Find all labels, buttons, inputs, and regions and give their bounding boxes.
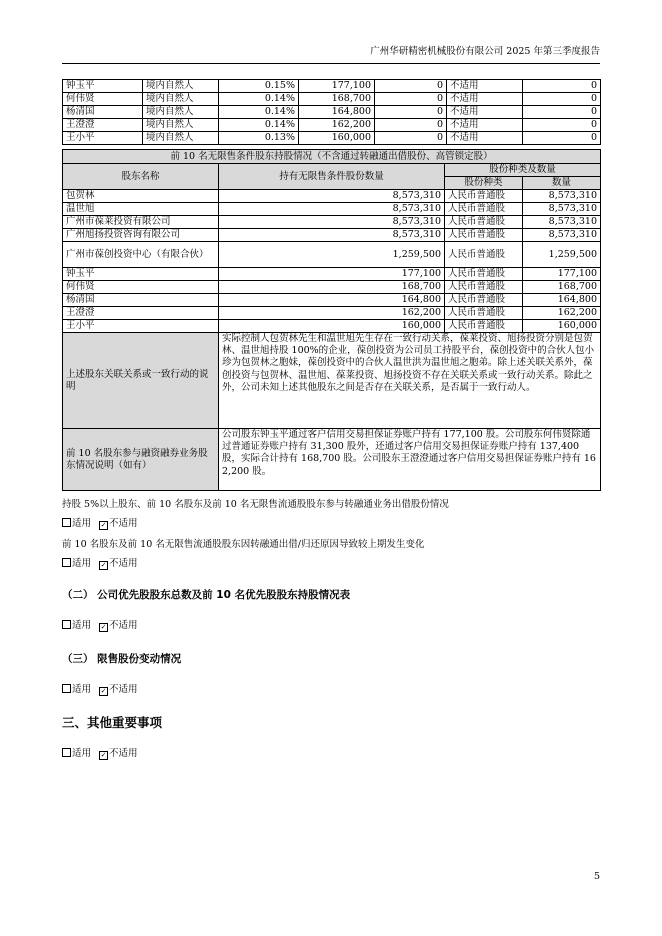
cell-count: 168,700 — [523, 281, 601, 294]
table-row — [63, 132, 601, 145]
cell-count: 8,573,310 — [523, 190, 601, 203]
table-row — [63, 216, 601, 229]
cell-shares: 177,100 — [299, 80, 375, 93]
table-row — [63, 242, 601, 268]
cell-qty: 8,573,310 — [219, 216, 445, 229]
checkbox-row-5: 适用 ✓ 不适用 — [62, 747, 138, 761]
unchecked-box-icon — [62, 620, 71, 629]
cell-qty: 8,573,310 — [219, 190, 445, 203]
cell-shares: 168,700 — [299, 93, 375, 106]
cell-nature: 境内自然人 — [143, 132, 219, 145]
cell-nature: 境内自然人 — [143, 106, 219, 119]
cell-pledge-qty: 0 — [523, 106, 601, 119]
table-row — [63, 307, 601, 320]
cell-name: 王小平 — [63, 320, 219, 333]
page-number: 5 — [593, 871, 600, 882]
col-header-count: 数量 — [523, 177, 601, 190]
unchecked-box-icon — [62, 748, 71, 757]
cell-pledge-status: 不适用 — [447, 119, 523, 132]
checkbox-row-4: 适用 ✓ 不适用 — [62, 683, 138, 697]
table-row — [63, 229, 601, 242]
unchecked-box-icon — [62, 684, 71, 693]
cell-name: 何伟贤 — [63, 281, 219, 294]
cell-qty: 168,700 — [219, 281, 445, 294]
table-row — [63, 190, 601, 203]
cell-name: 钟玉平 — [63, 80, 143, 93]
cell-restricted: 0 — [375, 80, 447, 93]
cell-pledge-qty: 0 — [523, 132, 601, 145]
table-row — [63, 320, 601, 333]
checked-box-icon: ✓ — [100, 623, 107, 631]
cell-restricted: 0 — [375, 132, 447, 145]
col-header-type-group: 股份种类及数量 — [445, 164, 601, 177]
cell-count: 8,573,310 — [523, 216, 601, 229]
cell-shares: 160,000 — [299, 132, 375, 145]
cell-type: 人民币普通股 — [445, 294, 523, 307]
cell-qty: 162,200 — [219, 307, 445, 320]
cell-pledge-status: 不适用 — [447, 106, 523, 119]
table-row — [63, 119, 601, 132]
cell-nature: 境内自然人 — [143, 93, 219, 106]
unchecked-box-icon — [62, 518, 71, 527]
cell-type: 人民币普通股 — [445, 203, 523, 216]
cell-pledge-qty: 0 — [523, 93, 601, 106]
cell-pct: 0.14% — [219, 93, 299, 106]
cell-type: 人民币普通股 — [445, 268, 523, 281]
cell-pct: 0.14% — [219, 119, 299, 132]
cell-name: 钟玉平 — [63, 268, 219, 281]
para-change: 前 10 名股东及前 10 名无限售流通股股东因转融通出借/归还原因导致较上期发生变化 — [62, 539, 425, 550]
margin-trading-text: 公司股东钟玉平通过客户信用交易担保证券账户持有 177,100 股。公司股东何伟贤除通过普通证券账户持有 31,300 股外，还通过客户信用交易担保证券账户持有 137,400 股，实际合计持有 168,700 股。公司股东王澄澄通过客户信用交易担保证券账户持有 162,200 股。 — [219, 429, 601, 491]
cell-type: 人民币普通股 — [445, 229, 523, 242]
table-row — [63, 281, 601, 294]
cell-type: 人民币普通股 — [445, 281, 523, 294]
cell-name: 包贺林 — [63, 190, 219, 203]
cell-name: 温世旭 — [63, 203, 219, 216]
cell-name: 何伟贤 — [63, 93, 143, 106]
table-row — [63, 268, 601, 281]
section-restricted-shares: （三） 限售股份变动情况 — [62, 653, 182, 665]
unrestricted-shareholders-table — [62, 149, 601, 491]
cell-restricted: 0 — [375, 119, 447, 132]
table-row — [63, 203, 601, 216]
checked-box-icon: ✓ — [100, 751, 107, 759]
cell-name: 杨清国 — [63, 294, 219, 307]
checked-box-icon: ✓ — [100, 687, 107, 695]
cell-name: 广州市葆莱投资有限公司 — [63, 216, 219, 229]
cell-count: 8,573,310 — [523, 229, 601, 242]
cell-pct: 0.13% — [219, 132, 299, 145]
cell-name: 王小平 — [63, 132, 143, 145]
cell-qty: 8,573,310 — [219, 203, 445, 216]
cell-nature: 境内自然人 — [143, 119, 219, 132]
cell-qty: 8,573,310 — [219, 229, 445, 242]
checked-box-icon: ✓ — [100, 561, 107, 569]
section-preferred-shares: （二） 公司优先股股东总数及前 10 名优先股股东持股情况表 — [62, 589, 351, 601]
cell-qty: 177,100 — [219, 268, 445, 281]
cell-restricted: 0 — [375, 93, 447, 106]
cell-qty: 1,259,500 — [219, 242, 445, 268]
cell-pledge-status: 不适用 — [447, 93, 523, 106]
cell-count: 164,800 — [523, 294, 601, 307]
cell-name: 王澄澄 — [63, 307, 219, 320]
cell-pledge-qty: 0 — [523, 80, 601, 93]
top10-shareholders-table-tail — [62, 79, 601, 145]
cell-type: 人民币普通股 — [445, 216, 523, 229]
cell-restricted: 0 — [375, 106, 447, 119]
checked-box-icon: ✓ — [100, 521, 107, 529]
col-header-type: 股份种类 — [445, 177, 523, 190]
cell-qty: 164,800 — [219, 294, 445, 307]
cell-pledge-qty: 0 — [523, 119, 601, 132]
cell-type: 人民币普通股 — [445, 190, 523, 203]
cell-pct: 0.15% — [219, 80, 299, 93]
cell-pledge-status: 不适用 — [447, 132, 523, 145]
col-header-name: 股东名称 — [63, 164, 219, 190]
checkbox-row-1: 适用 ✓ 不适用 — [62, 517, 138, 531]
table-row — [63, 106, 601, 119]
checkbox-row-2: 适用 ✓ 不适用 — [62, 557, 138, 571]
unrestricted-table-title: 前 10 名无限售条件股东持股情况（不含通过转融通出借股份、高管锁定股） — [63, 150, 601, 164]
cell-name: 广州旭扬投资咨询有限公司 — [63, 229, 219, 242]
cell-type: 人民币普通股 — [445, 320, 523, 333]
relation-label: 上述股东关联关系或一致行动的说明 — [63, 333, 219, 429]
margin-trading-label: 前 10 名股东参与融资融券业务股东情况说明（如有） — [63, 429, 219, 491]
cell-count: 8,573,310 — [523, 203, 601, 216]
cell-name: 杨清国 — [63, 106, 143, 119]
cell-name: 王澄澄 — [63, 119, 143, 132]
cell-qty: 160,000 — [219, 320, 445, 333]
checkbox-row-3: 适用 ✓ 不适用 — [62, 619, 138, 633]
cell-type: 人民币普通股 — [445, 242, 523, 268]
page-header: 广州华研精密机械股份有限公司 2025 年第三季度报告 — [62, 46, 600, 64]
section-other-matters: 三、其他重要事项 — [62, 715, 163, 730]
col-header-qty: 持有无限售条件股份数量 — [219, 164, 445, 190]
table-row — [63, 80, 601, 93]
cell-shares: 164,800 — [299, 106, 375, 119]
cell-shares: 162,200 — [299, 119, 375, 132]
cell-pledge-status: 不适用 — [447, 80, 523, 93]
cell-nature: 境内自然人 — [143, 80, 219, 93]
unchecked-box-icon — [62, 558, 71, 567]
cell-count: 177,100 — [523, 268, 601, 281]
cell-count: 162,200 — [523, 307, 601, 320]
cell-type: 人民币普通股 — [445, 307, 523, 320]
relation-text: 实际控制人包贺林先生和温世旭先生存在一致行动关系，葆莱投资、旭扬投资分别是包贺林、温世旭持股 100%的企业，葆创投资为公司员工持股平台，葆创投资中的合伙人包小珍为包贺林之胞妹，葆创投资中的合伙人温世洪为温世旭之胞弟。除上述关联关系外，葆创投资与包贺林、温世旭、葆莱投资、旭扬投资不存在关联关系或一致行动关系。除此之外，公司未知上述其他股东之间是否存在关联关系，是否属于一致行动人。 — [219, 333, 601, 429]
para-lending: 持股 5%以上股东、前 10 名股东及前 10 名无限售流通股股东参与转融通业务出借股份情况 — [62, 499, 449, 510]
cell-count: 160,000 — [523, 320, 601, 333]
table-row — [63, 294, 601, 307]
cell-count: 1,259,500 — [523, 242, 601, 268]
cell-pct: 0.14% — [219, 106, 299, 119]
table-row — [63, 93, 601, 106]
cell-name: 广州市葆创投资中心（有限合伙） — [63, 242, 219, 268]
